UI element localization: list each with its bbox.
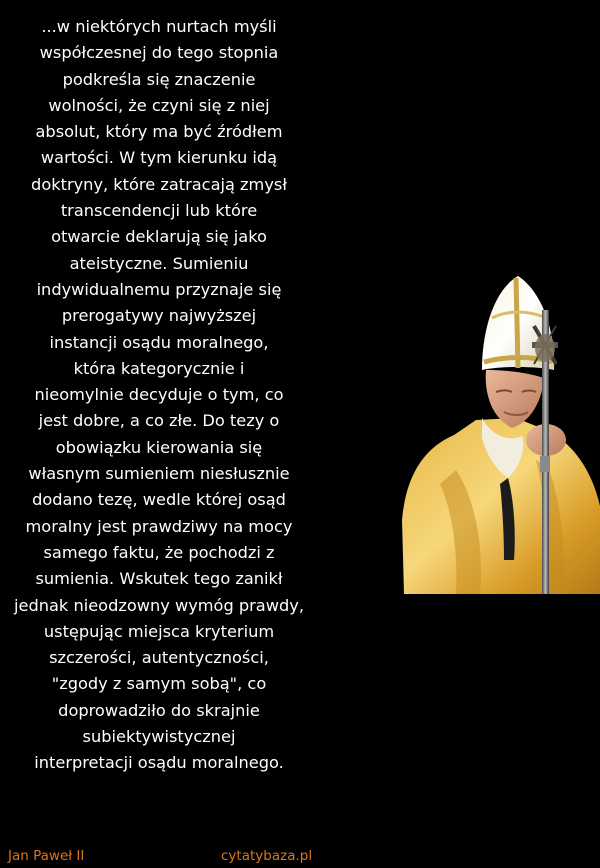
quote-line: prerogatywy najwyższej [61,306,257,326]
quote-line: wartości. W tym kierunku idą [40,148,278,168]
quote-line: sumienia. Wskutek tego zanikł [35,569,283,589]
quote-line: ateistyczne. Sumieniu [69,253,249,273]
quote-line: interpretacji osądu moralnego. [34,753,284,773]
quote-line: jest dobre, a co złe. Do tezy o [38,411,280,431]
quote-line: dodano tezę, wedle której osąd [32,490,286,510]
quote-line: samego faktu, że pochodzi z [43,542,275,562]
quote-line: ...w niektórych nurtach myśli [41,17,277,36]
quote-line: doprowadziło do skrajnie [58,700,260,720]
quote-line: subiektywistycznej [82,727,236,747]
quote-line: otwarcie deklarują się jako [51,227,267,247]
quote-line: absolut, który ma być źródłem [35,122,283,142]
pope-portrait-image [396,270,600,594]
quote-line: podkreśla się znaczenie [62,69,256,89]
quote-line: która kategorycznie i [73,358,245,378]
site-link[interactable]: cytatybaza.pl [221,848,313,864]
quote-line: "zgody z samym sobą", co [51,674,267,694]
quote-text [0,14,318,777]
author-name: Jan Paweł II [8,848,85,864]
quote-line: indywidualnemu przyznaje się [36,279,282,299]
quote-line: instancji osądu moralnego, [49,332,269,352]
quote-line: ustępując miejsca kryterium [43,621,275,641]
quote-line: jednak nieodzowny wymóg prawdy, [14,595,304,615]
quote-line: doktryny, które zatracają zmysł [31,174,287,194]
quote-line: wolności, że czyni się z niej [48,95,270,115]
quote-line: moralny jest prawdziwy na mocy [25,516,293,536]
quote-line: współczesnej do tego stopnia [39,43,279,63]
quote-line: nieomylnie decyduje o tym, co [34,385,284,405]
footer [0,844,600,868]
quote-line: własnym sumieniem niesłusznie [28,464,290,484]
quote-line: obowiązku kierowania się [55,437,263,457]
quote-line: szczerości, autentyczności, [49,648,269,668]
quote-line: transcendencji lub które [60,201,258,221]
